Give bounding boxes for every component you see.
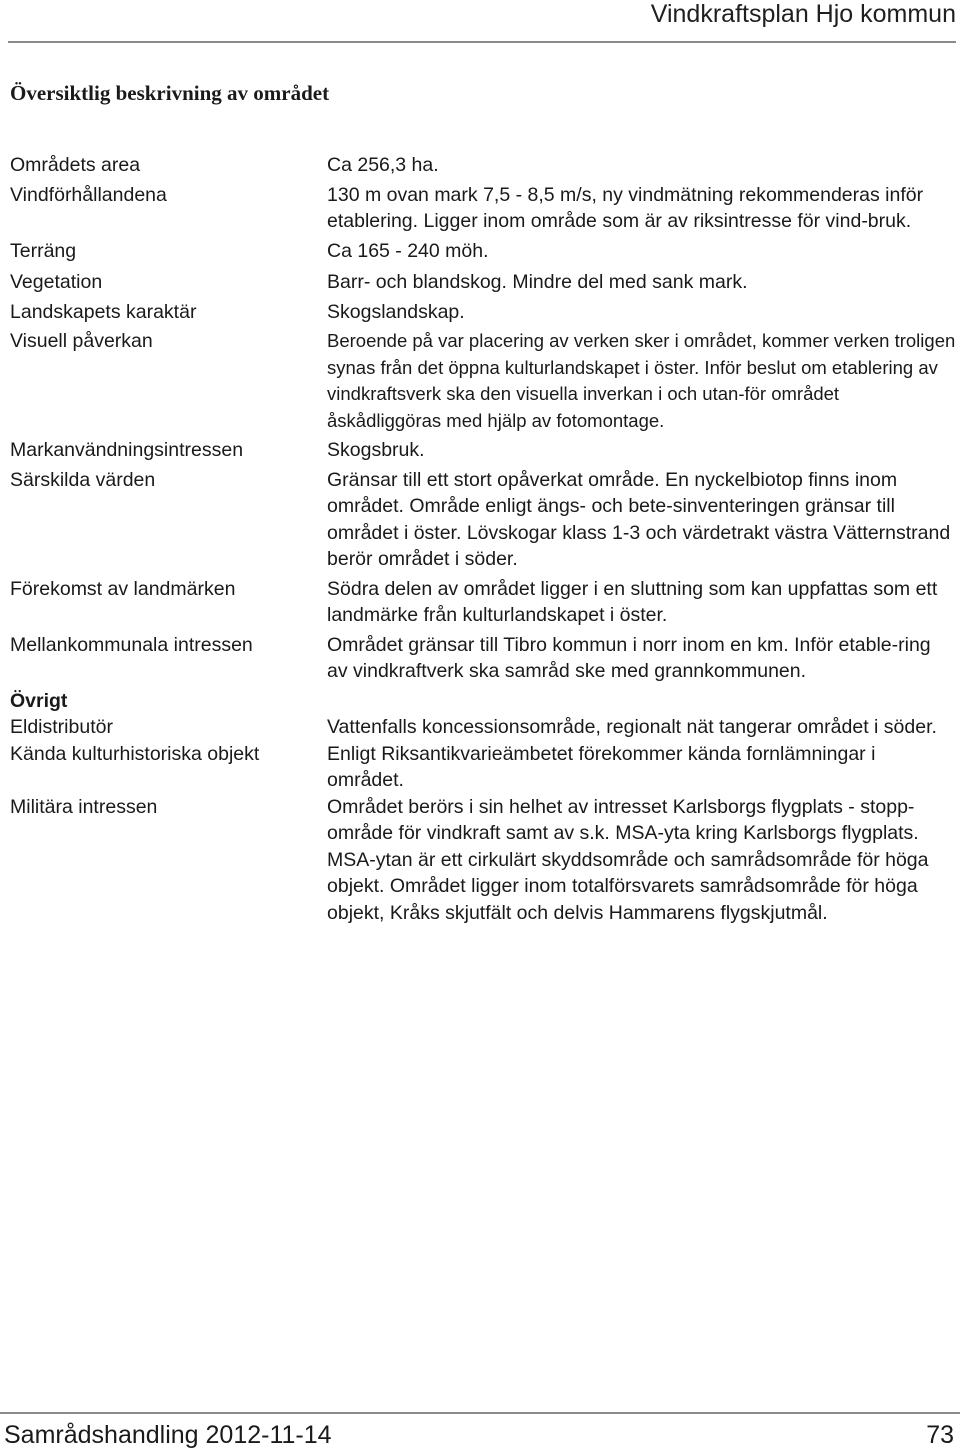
- row-value: Skogsbruk.: [327, 439, 425, 461]
- row-label: Eldistributör: [10, 716, 113, 738]
- footer-divider: [0, 1412, 960, 1414]
- row-label: Markanvändningsintressen: [10, 439, 244, 461]
- row-land-use: [10, 437, 956, 464]
- row-value: Ca 256,3 ha.: [327, 154, 439, 176]
- row-label: Mellankommunala intressen: [10, 633, 253, 656]
- row-label: Områdets area: [10, 154, 141, 176]
- row-label: Särskilda värden: [10, 468, 156, 491]
- subsection-heading: Övrigt: [10, 689, 68, 712]
- row-label: Terräng: [10, 239, 77, 262]
- page-number: 73: [926, 1421, 954, 1449]
- row-wind: [10, 182, 956, 235]
- row-label: Vegetation: [10, 271, 103, 293]
- row-terrain: [10, 238, 956, 265]
- row-landmarks: [10, 576, 956, 629]
- row-other-heading: [10, 688, 956, 715]
- row-area: [10, 152, 956, 179]
- row-electricity-distributor: [10, 714, 956, 741]
- row-value: Vattenfalls koncessionsområde, regionalt nät tangerar området i söder.: [327, 716, 937, 738]
- row-label: Förekomst av landmärken: [10, 577, 236, 600]
- row-value: [327, 688, 956, 715]
- row-label: Vindförhållandena: [10, 183, 167, 206]
- row-value: Gränsar till ett stort opåverkat område. En nyckelbiotop finns inom området. Område enligt ängs- och bete-sinventeringen gränsar till området i öster. Lövskogar klass 1-3 och värdetrakt västra Vätternstrand berör området i söder.: [327, 468, 951, 570]
- row-vegetation: [10, 269, 956, 296]
- row-special-values: [10, 467, 956, 573]
- running-header: Vindkraftsplan Hjo kommun: [650, 0, 956, 28]
- footer-document-status: Samrådshandling 2012-11-14: [4, 1421, 332, 1449]
- row-label: Visuell påverkan: [10, 330, 153, 352]
- row-value: Södra delen av området ligger i en sluttning som kan uppfattas som ett landmärke från kulturlandskapet i öster.: [327, 577, 938, 626]
- section-title: Översiktlig beskrivning av området: [10, 81, 330, 105]
- row-label: Landskapets karaktär: [10, 300, 197, 323]
- header-divider: [8, 41, 956, 43]
- row-value: Ca 165 - 240 möh.: [327, 239, 489, 262]
- row-value: Området gränsar till Tibro kommun i norr inom en km. Inför etable-ring av vindkraftverk ska samråd ske med grannkommunen.: [327, 633, 931, 682]
- row-value: Enligt Riksantikvarieämbetet förekommer kända fornlämningar i området.: [327, 742, 876, 791]
- row-label: Kända kulturhistoriska objekt: [10, 742, 260, 765]
- row-value: 130 m ovan mark 7,5 - 8,5 m/s, ny vindmätning rekommenderas inför etablering. Ligger inom område som är av riksintresse för vind-bruk.: [327, 183, 924, 232]
- row-value: Området berörs i sin helhet av intresset Karlsborgs flygplats - stopp-område för vindkraft samt av s.k. MSA-yta kring Karlsborgs flygplats. MSA-ytan är ett cirkulärt skyddsområde och samrådsområde för höga objekt. Området ligger inom totalförsvarets samrådsområde för höga objekt, Kråks skjutfält och delvis Hammarens flygskjutmål.: [327, 795, 929, 924]
- row-value: Skogslandskap.: [327, 300, 465, 323]
- row-label: Militära intressen: [10, 795, 158, 818]
- row-landscape: [10, 299, 956, 326]
- row-military: [10, 794, 956, 927]
- row-intermunicipal: [10, 632, 956, 685]
- description-table: [10, 152, 956, 926]
- row-value: Beroende på var placering av verken sker i området, kommer verken troligen synas från det öppna kulturlandskapet i öster. Inför beslut om etablering av vindkraftsverk ska den visuella inverkan i och utan-för området åskådliggöras med hjälp av fotomontage.: [327, 330, 956, 431]
- row-value: Barr- och blandskog. Mindre del med sank mark.: [327, 271, 748, 293]
- row-cultural-heritage: [10, 741, 956, 794]
- row-visual-impact: [10, 328, 956, 434]
